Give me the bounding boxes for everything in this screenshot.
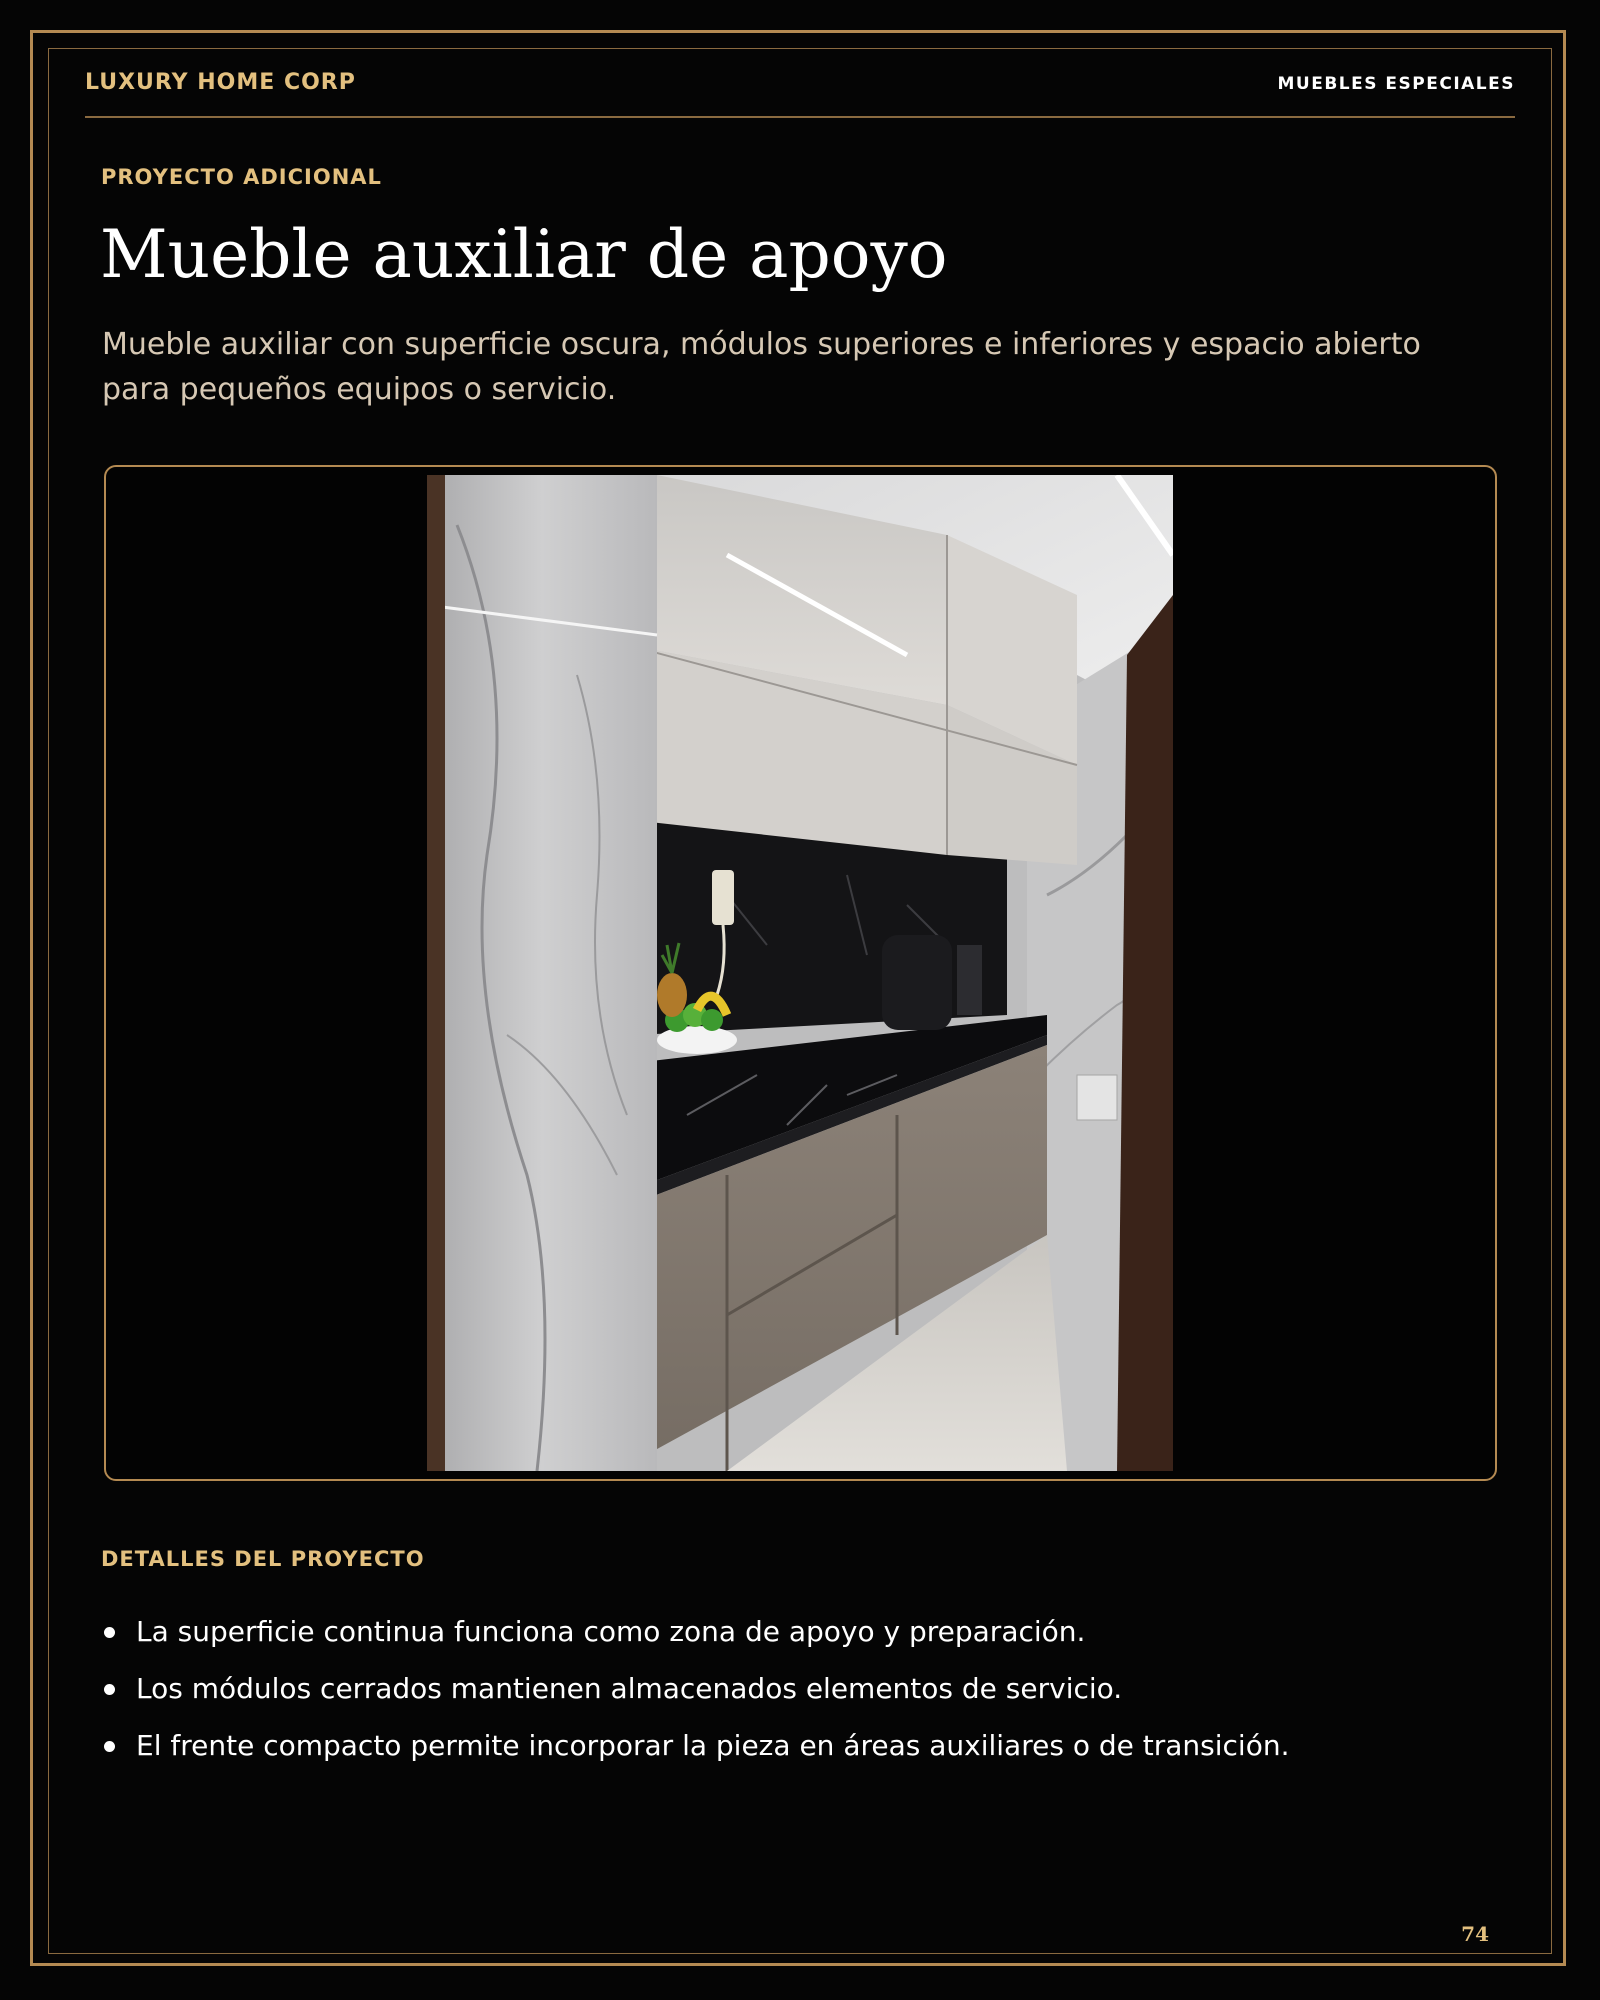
list-item-text: El frente compacto permite incorporar la pieza en áreas auxiliares o de transición. <box>136 1729 1290 1762</box>
details-list <box>100 1612 1289 1783</box>
project-photo-frame <box>104 465 1497 1481</box>
page-title: Mueble auxiliar de apoyo <box>100 216 948 293</box>
bullet-icon <box>104 1684 115 1695</box>
list-item-text: Los módulos cerrados mantienen almacenados elementos de servicio. <box>136 1672 1123 1705</box>
list-item <box>100 1612 1289 1652</box>
details-label: DETALLES DEL PROYECTO <box>101 1547 425 1571</box>
list-item <box>100 1726 1289 1766</box>
bullet-icon <box>104 1627 115 1638</box>
brand-name: LUXURY HOME CORP <box>85 70 356 95</box>
header-divider <box>85 116 1515 118</box>
list-item-text: La superficie continua funciona como zona de apoyo y preparación. <box>136 1615 1086 1648</box>
section-label: MUEBLES ESPECIALES <box>1277 74 1515 94</box>
project-description: Mueble auxiliar con superficie oscura, módulos superiores e inferiores y espacio abierto para pequeños equipos o servicio. <box>102 327 1421 407</box>
page-number: 74 <box>1451 1922 1499 1946</box>
project-photo <box>427 475 1173 1471</box>
bullet-icon <box>104 1741 115 1752</box>
list-item <box>100 1669 1289 1709</box>
project-eyebrow: PROYECTO ADICIONAL <box>101 165 382 189</box>
